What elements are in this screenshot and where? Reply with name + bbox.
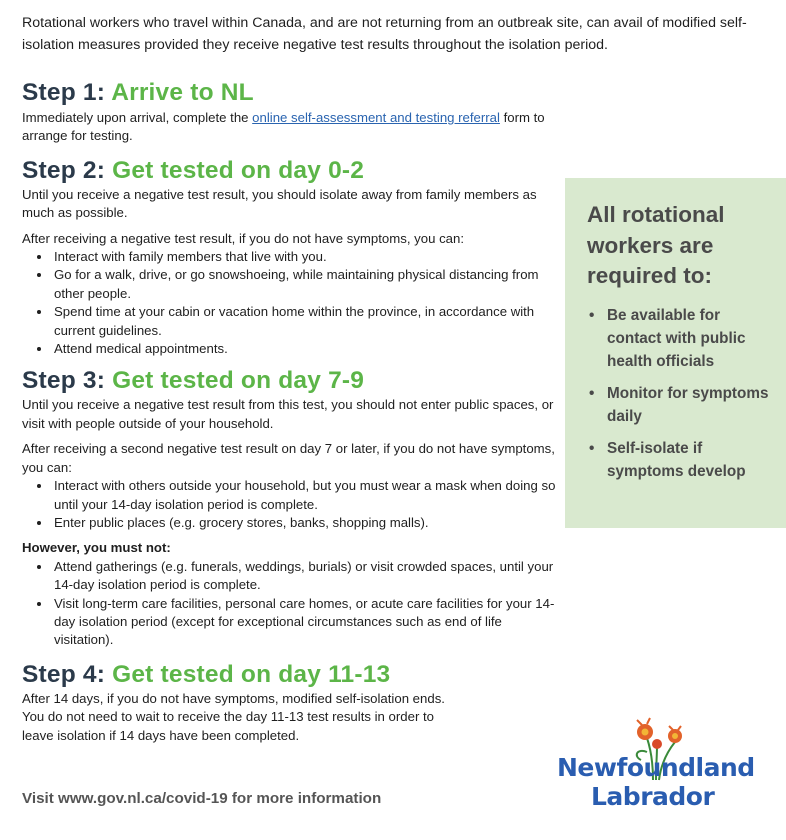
- sidebar-item: [587, 382, 774, 428]
- step-1-text: [22, 109, 562, 146]
- step-1-text-after: form to arrange for testing.: [22, 110, 545, 144]
- sidebar-item: [587, 304, 774, 373]
- sidebar-item-label: Monitor for symptoms daily: [607, 384, 769, 425]
- step-1-title: Arrive to NL: [111, 79, 254, 106]
- step-3-para-2: After receiving a second negative test result on day 7 or later, if you do not have symptoms, you can:: [22, 441, 555, 475]
- list-item: • Attend medical appointments.: [52, 340, 562, 358]
- logo-line-2: Labrador: [591, 782, 715, 811]
- step-1: [22, 78, 562, 146]
- step-4: [22, 660, 562, 745]
- step-2-heading: [22, 156, 562, 186]
- step-3-para-1: Until you receive a negative test result from this test, you should not enter public spaces, or visit with people outside of your household.: [22, 397, 554, 431]
- bullet-icon: •: [589, 439, 595, 457]
- step-3-prefix: Step 3:: [22, 367, 113, 395]
- step-4-title: Get tested on day 11-13: [112, 660, 391, 688]
- step-2-title: Get tested on day 0-2: [112, 156, 365, 184]
- logo-line-1: Newfoundland: [557, 753, 755, 782]
- self-assessment-link[interactable]: online self-assessment and testing referral: [252, 110, 500, 125]
- steps-column: [22, 78, 562, 745]
- step-2-prefix: Step 2:: [22, 156, 113, 184]
- bullet-icon: •: [589, 384, 595, 402]
- step-1-text-before: Immediately upon arrival, complete the: [22, 110, 253, 125]
- step-2-para-1: Until you receive a negative test result, you should isolate away from family members as much as possible.: [22, 186, 537, 221]
- bullet-icon: •: [589, 306, 595, 324]
- step-4-heading: [22, 660, 562, 690]
- sidebar-list: [587, 304, 774, 483]
- step-4-prefix: Step 4:: [22, 660, 113, 688]
- step-3-title: Get tested on day 7-9: [112, 367, 365, 395]
- list-item: • Interact with family members that live with you.: [52, 248, 562, 266]
- step-3-heading: [22, 366, 562, 396]
- step-2: [22, 156, 562, 359]
- list-item: • Enter public places (e.g. grocery stores, banks, shopping malls).: [52, 514, 562, 532]
- list-item: • Interact with others outside your household, but you must wear a mask when doing so until your 14-day isolation period is complete.: [52, 477, 562, 514]
- list-item: • Go for a walk, drive, or go snowshoeing, while maintaining physical distancing from other people.: [52, 266, 562, 303]
- must-not-heading: However, you must not:: [22, 540, 171, 556]
- sidebar-item: [587, 437, 774, 483]
- list-item: • Visit long-term care facilities, personal care homes, or acute care facilities for your 14-day isolation period (except for exceptional circumstances such as end of life visitation).: [52, 595, 562, 650]
- requirements-sidebar: [565, 178, 786, 528]
- list-item: • Attend gatherings (e.g. funerals, weddings, burials) or visit crowded spaces, until your 14-day isolation period is complete.: [52, 558, 562, 595]
- must-not-list: [22, 558, 562, 650]
- newfoundland-labrador-logo: [553, 712, 753, 817]
- sidebar-title: All rotational workers are required to:: [587, 202, 725, 288]
- step-3: [22, 366, 562, 649]
- list-item: • Spend time at your cabin or vacation home within the province, in accordance with current guidelines.: [52, 303, 562, 340]
- step-2-para-2: After receiving a negative test result, if you do not have symptoms, you can:: [22, 230, 465, 246]
- intro-paragraph: Rotational workers who travel within Canada, and are not returning from an outbreak site, can avail of modified self-isolation measures provided they receive negative test results throughout the isolation period.: [22, 15, 747, 53]
- sidebar-item-label: Be available for contact with public health officials: [607, 306, 746, 370]
- step-3-list: [22, 477, 562, 532]
- step-1-heading: [22, 78, 562, 108]
- step-1-prefix: Step 1:: [22, 79, 112, 106]
- step-2-list: [22, 248, 562, 358]
- step-4-text: After 14 days, if you do not have symptoms, modified self-isolation ends. You do not need to wait to receive the day 11-13 test results in order to leave isolation if 14 days have been completed.: [22, 690, 445, 743]
- sidebar-item-label: Self-isolate if symptoms develop: [607, 439, 746, 480]
- footer-info: Visit www.gov.nl.ca/covid-19 for more information: [22, 790, 382, 807]
